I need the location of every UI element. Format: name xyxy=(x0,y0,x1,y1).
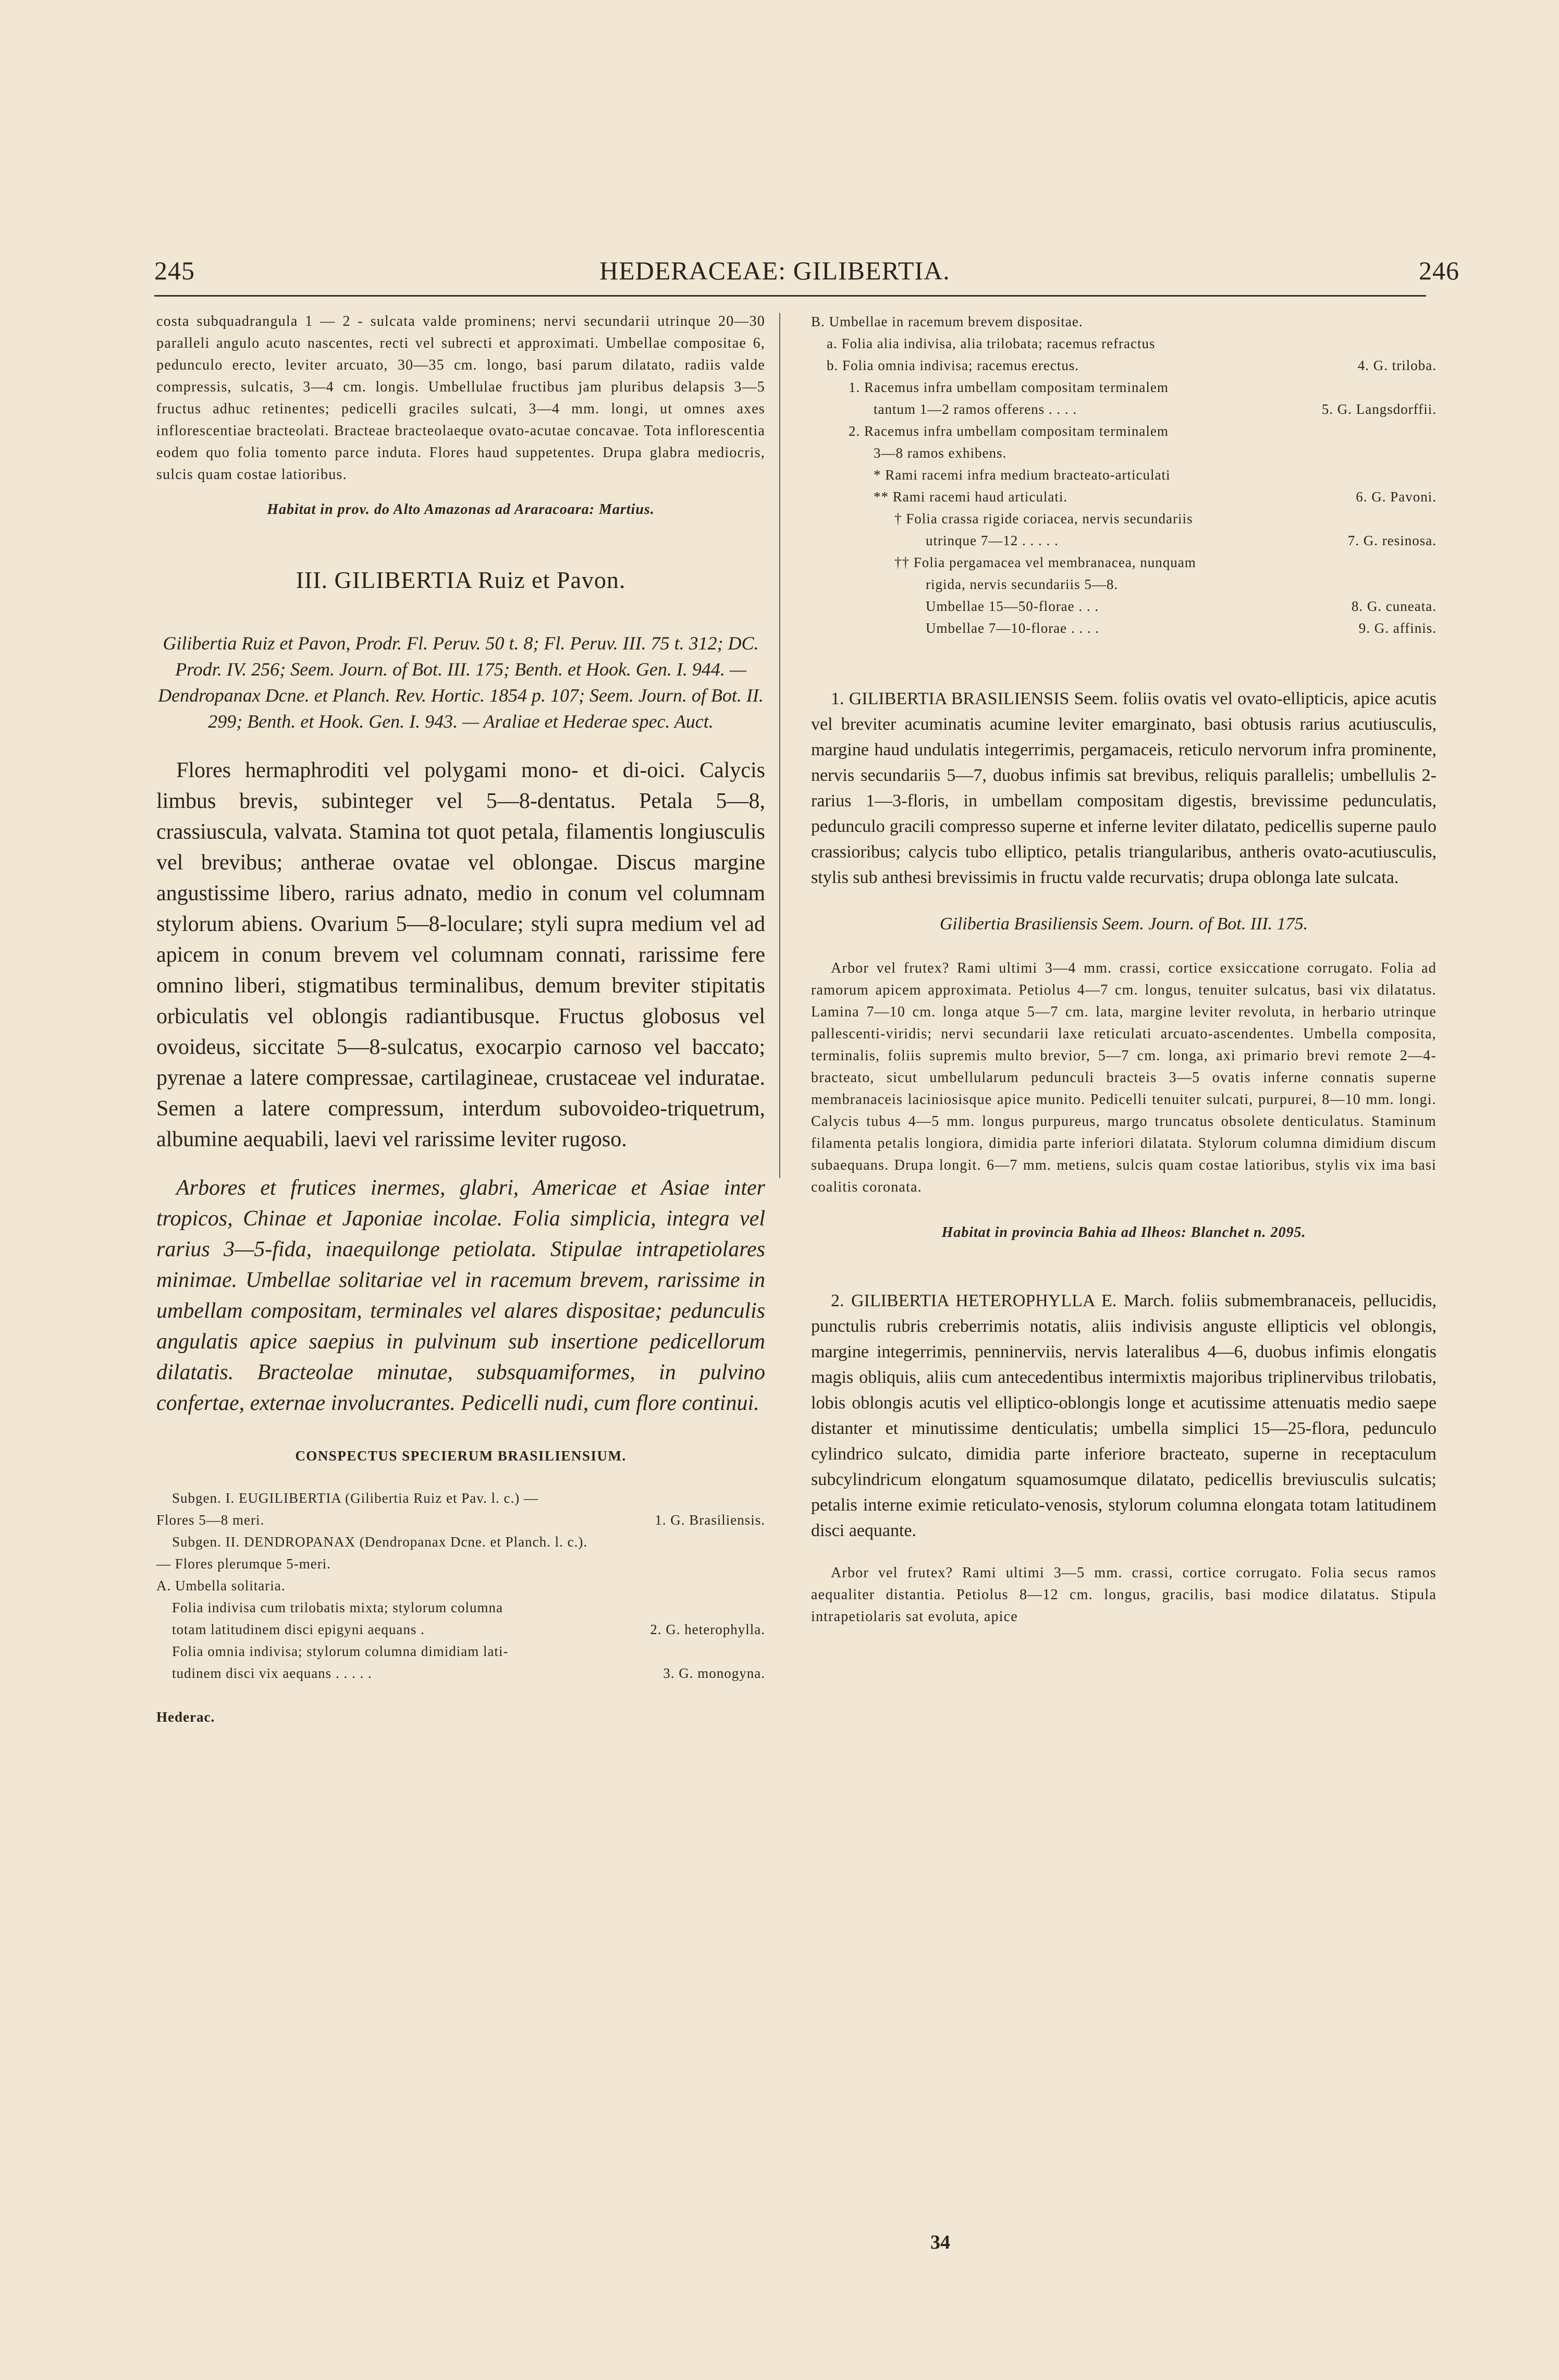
key-line: — Flores plerumque 5-meri. xyxy=(156,1556,331,1572)
key-line: 2. Racemus infra umbellam compositam terminalem xyxy=(849,423,1169,439)
species-key-left xyxy=(156,1487,765,1684)
key-line: tantum 1—2 ramos offerens . . . . 5. G. Langsdorffii. xyxy=(874,401,1437,417)
right-column xyxy=(811,311,1437,1628)
key-line: Folia omnia indivisa; stylorum columna dimidiam lati- xyxy=(172,1643,509,1659)
description-continued: costa subquadrangula 1 — 2 - sulcata valde prominens; nervi secundarii utrinque 20—30 paralleli angulo acuto nascentes, recti vel subrecti et approximati. Umbellae compositae 6, pedunculo erecto, leviter arcuato, 30—35 cm. longo, basi parum dilatato, radiis valde compressis, sulcatis, 3—4 cm. longis. Umbellulae fructibus jam pluribus delapsis 3—5 fructus adhuc retinentes; pedicelli graciles sulcati, 3—4 mm. longi, ut omnes axes inflorescentiae bracteolati. Bracteae bracteolaeque ovato-acutae concavae. Tota inflorescentia eodem quo folia tomento parce induta. Flores haud suppetentes. Drupa glabra mediocris, sulcis quam costae latioribus. xyxy=(156,313,765,483)
key-line: B. Umbellae in racemum brevem dispositae. xyxy=(811,314,1083,329)
key-line: Flores 5—8 meri. 1. G. Brasiliensis. xyxy=(156,1512,765,1528)
column-divider xyxy=(779,313,780,1178)
key-line: A. Umbella solitaria. xyxy=(156,1578,286,1593)
habitat-martius: Habitat in prov. do Alto Amazonas ad Araracoara: Martius. xyxy=(267,501,655,518)
species1-habitat: Habitat in provincia Bahia ad Ilheos: Blanchet n. 2095. xyxy=(941,1224,1306,1241)
key-line: a. Folia alia indivisa, alia trilobata; racemus refractus xyxy=(827,336,1156,351)
genus-title: III. GILIBERTIA Ruiz et Pavon. xyxy=(296,567,626,593)
key-line: Subgen. I. EUGILIBERTIA (Gilibertia Ruiz et Pav. l. c.) — xyxy=(172,1490,538,1506)
species1-description: 1. GILIBERTIA BRASILIENSIS Seem. foliis ovatis vel ovato-ellipticis, apice acutis vel breviter acuminatis acumine leviter emarginato, basi obtusis rarius acutiusculis, margine haud undulatis integerrimis, pergamaceis, reticulo nervorum infra prominente, nervis secundariis 5—7, duobus infimis sat brevibus, reliquis parallelis; umbellulis 2- rarius 1—3-floris, in umbellam compositam digestis, brevissime pedunculatis, pedunculo gracili compresso superne et inferne leviter dilatato, pedicellis superne paulo crassioribus; calycis tubo elliptico, petalis triangularibus, antheris ovato-acutiusculis, stylis sub anthesi brevissimis in fructu valde recurvatis; drupa oblonga late sulcata. xyxy=(811,689,1437,887)
running-title: HEDERACEAE: GILIBERTIA. xyxy=(599,256,950,285)
key-line: rigida, nervis secundariis 5—8. xyxy=(926,576,1119,592)
key-line: tudinem disci vix aequans . . . . . 3. G. monogyna. xyxy=(172,1665,765,1681)
species2-details: Arbor vel frutex? Rami ultimi 3—5 mm. crassi, cortice corrugato. Folia secus ramos aequaliter distantia. Petiolus 8—12 cm. longus, gracilis, basi modice dilatatus. Stipula intrapetiolaris sat evoluta, apice xyxy=(811,1565,1437,1625)
key-line: * Rami racemi infra medium bracteato-articulati xyxy=(874,467,1171,483)
species2-description: 2. GILIBERTIA HETEROPHYLLA E. March. foliis submembranaceis, pellucidis, punctulis rubris creberrimis notatis, aliis indivisis anguste ellipticis vel oblongis, margine integerrimis, penninerviis, nervis lateralibus 4—6, duobus infimis elongatis magis obliquis, aliis cum antecedentibus intermixtis majoribus triplinervibus trilobatis, lobis oblongis acutis vel elliptico-oblongis longe et acutissime attenuatis medio saepe distanter et minutissime denticulatis; umbella simplici 15—25-flora, pedunculo cylindrico sulcato, dimidia parte inferiore bracteato, superne in receptaculum subcylindricum elongatum squamosumque dilatato, pedicellis breviusculis sulcatis; petalis interne eximie reticulato-venosis, stylorum columna elongata totam latitudinem disci aequante. xyxy=(811,1291,1437,1540)
species-key-right: B. Umbellae in racemum brevem dispositae. a. Folia alia indivisa, alia trilobata; racemus refractus 4. G. triloba. b. Folia omnia indivisa; racemus erectus. 1. Racemus infra umbellam compositam terminalem tantum 1—2 ramos offerens . . . . 5. G. Langsdorffii. 2. Racemus infra umbellam compositam terminalem 3—8 ramos exhibens. * Rami racemi infra medium bracteato-articulati 6. G. Pavoni. ** Rami racemi haud articulati. † Folia crassa rigide coriacea, nervis secundariis utrinque 7—12 . . . . . 7. G. resinosa. †† Folia pergamacea vel membranacea, nunquam rigida, nervis secundariis 5—8. Umbellae 15—50-florae . . . 8. G. cuneata. Umbellae 7—10-florae . . . . 9. G. affinis. xyxy=(811,311,1437,639)
species1-reference: Gilibertia Brasiliensis Seem. Journ. of Bot. III. 175. xyxy=(939,914,1308,934)
key-line: ** Rami racemi haud articulati. xyxy=(874,489,1068,505)
page-number-right: 246 xyxy=(1419,256,1459,285)
page-number-left: 245 xyxy=(154,256,195,285)
key-line: Subgen. II. DENDROPANAX (Dendropanax Dcne. et Planch. l. c.). xyxy=(172,1534,588,1550)
left-column xyxy=(156,311,765,1728)
species1-details: Arbor vel frutex? Rami ultimi 3—4 mm. crassi, cortice exsiccatione corrugato. Folia ad ramorum apicem approximata. Petiolus 4—7 cm. longus, tenuiter sulcatus, basi vix dilatatus. Lamina 7—10 cm. longa atque 5—7 cm. lata, margine leviter revoluta, in herbario utrinque pallescenti-viridis; nervi secundarii laxe reticulati arcuato-ascendentes. Umbella composita, terminalis, foliis supremis multo brevior, 5—7 cm. longa, axi primario brevi remote 2—4-bracteato, sicut umbellularum pedunculi bracteis 3—5 ovatis inferne connatis superne membranaceis laciniosisque apice munito. Pedicelli tenuiter sulcati, purpurei, 8—10 mm. longi. Calycis tubus 4—5 mm. longus purpureus, margo truncatus obsolete denticulatus. Staminum filamenta petalis longiora, dimidia parte inferiori dilatata. Stylorum columna dimidium discum subaequans. Drupa longit. 6—7 mm. metiens, sulcis quam costae latioribus, stylis vix ima basi coalitis coronata. xyxy=(811,960,1437,1195)
key-line: b. Folia omnia indivisa; racemus erectus. xyxy=(827,358,1079,373)
key-line: Umbellae 7—10-florae . . . . 9. G. affinis. xyxy=(926,620,1437,636)
header-rule xyxy=(154,295,1426,297)
key-line: †† Folia pergamacea vel membranacea, nunquam xyxy=(894,555,1196,570)
key-line: † Folia crassa rigide coriacea, nervis secundariis xyxy=(894,511,1193,526)
key-line: 3—8 ramos exhibens. xyxy=(874,445,1007,461)
signature-number: 34 xyxy=(930,2231,950,2253)
genus-habit: Arbores et frutices inermes, glabri, Americae et Asiae inter tropicos, Chinae et Japoniae incolae. Folia simplicia, integra vel rarius 3—5-fida, inaequilonge petiolata. Stipulae intrapetiolares minimae. Umbellae solitariae vel in racemum brevem, rarissime in umbellam compositam, terminales vel alares dispositae; pedunculis angulatis apice saepius in pulvinum sub insertione pedicellorum dilatatis. Bracteolae minutae, subsquamiformes, in pulvino confertae, externae involucrantes. Pedicelli nudi, cum flore continui. xyxy=(156,1176,765,1415)
key-line: utrinque 7—12 . . . . . 7. G. resinosa. xyxy=(926,533,1437,548)
conspectus-title: CONSPECTUS SPECIERUM BRASILIENSIUM. xyxy=(295,1448,627,1464)
key-line: totam latitudinem disci epigyni aequans . 2. G. heterophylla. xyxy=(172,1622,765,1637)
key-line: Folia indivisa cum trilobatis mixta; stylorum columna xyxy=(172,1600,503,1615)
genus-description: Flores hermaphroditi vel polygami mono- et di-oici. Calycis limbus brevis, subinteger vel 5—8-dentatus. Petala 5—8, crassiuscula, valvata. Stamina tot quot petala, filamentis longiusculis vel brevibus; antherae ovatae vel oblongae. Discus margine angustissime libero, rarius adnato, medio in conum vel columnam stylorum abiens. Ovarium 5—8-loculare; styli supra medium vel ad apicem in conum brevem vel columnam connati, rarissime fere omnino liberi, stigmatibus terminalibus, demum breviter stipitatis orbiculatis vel oblongis radiantibusque. Fructus globosus vel ovoideus, siccitate 5—8-sulcatus, exocarpio carnoso vel baccato; pyrenae a latere compressae, cartilagineae, crustaceae vel induratae. Semen a latere compressum, interdum subovoideo-triquetrum, albumine aequabili, laevi vel rarissime leviter rugoso. xyxy=(156,758,765,1151)
genus-synonymy: Gilibertia Ruiz et Pavon, Prodr. Fl. Peruv. 50 t. 8; Fl. Peruv. III. 75 t. 312; DC. Prodr. IV. 256; Seem. Journ. of Bot. III. 175; Benth. et Hook. Gen. I. 944. — Dendropanax Dcne. et Planch. Rev. Hortic. 1854 p. 107; Seem. Journ. of Bot. II. 299; Benth. et Hook. Gen. I. 943. — Araliae et Hederae spec. Auct. xyxy=(158,633,764,732)
catchword: Hederac. xyxy=(156,1709,215,1725)
key-line: Umbellae 15—50-florae . . . 8. G. cuneata. xyxy=(926,598,1437,614)
key-line: 1. Racemus infra umbellam compositam terminalem xyxy=(849,379,1169,395)
